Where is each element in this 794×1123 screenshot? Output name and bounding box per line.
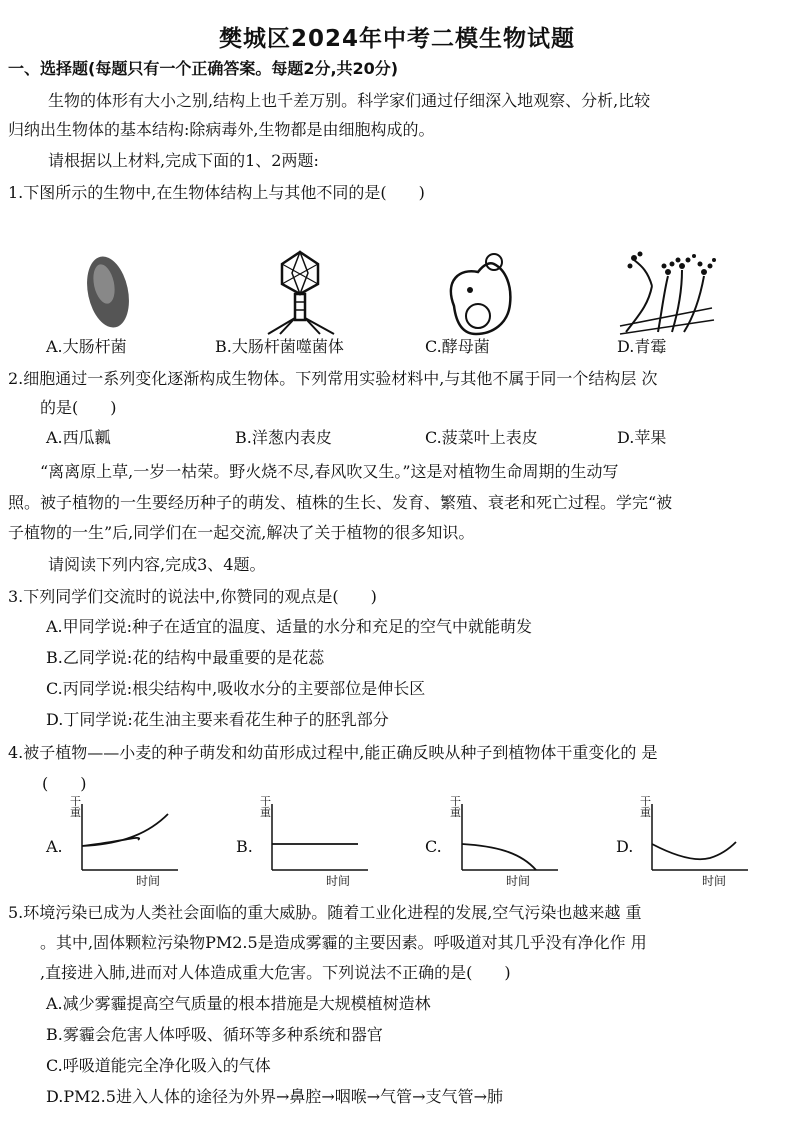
x-axis-label: 时间 [326, 874, 351, 888]
q2-option-d[interactable]: D.苹果 [617, 428, 667, 447]
q3-option-c[interactable]: C.丙同学说:根尖结构中,吸收水分的主要部位是伸长区 [46, 679, 426, 698]
graph-c [450, 795, 560, 890]
intro-text: 生物的体形有大小之别,结构上也千差万别。科学家们通过仔细深入地观察、分析,比较 [48, 91, 651, 110]
y-axis-label: 干重 [450, 795, 461, 819]
q4-option-c[interactable]: C. [425, 837, 442, 856]
yeast-image [440, 250, 520, 336]
q1-option-d[interactable]: D.青霉 [617, 337, 667, 356]
graph-d [640, 795, 750, 890]
question-5-stem: 5.环境污染已成为人类社会面临的重大威胁。随着工业化进程的发展,空气污染也越来越 重 [8, 903, 642, 922]
q5-option-b[interactable]: B.雾霾会危害人体呼吸、循环等多种系统和器官 [46, 1025, 383, 1044]
q5-option-d[interactable]: D.PM2.5进入人体的途径为外界→鼻腔→咽喉→气管→支气管→肺 [46, 1087, 503, 1106]
q3-option-a[interactable]: A.甲同学说:种子在适宜的温度、适量的水分和充足的空气中就能萌发 [46, 617, 533, 636]
section-heading: 一、选择题(每题只有一个正确答案。每题2分,共20分) [8, 59, 399, 78]
question-4-paren: ( ) [42, 774, 87, 793]
intro-text: 归纳出生物体的基本结构:除病毒外,生物都是由细胞构成的。 [8, 120, 435, 139]
y-axis-label: 干重 [70, 795, 81, 819]
curve-rising [82, 814, 168, 846]
x-axis-label: 时间 [136, 874, 161, 888]
intro-text: 照。被子植物的一生要经历种子的萌发、植株的生长、发育、繁殖、衰老和死亡过程。学完“被 [8, 493, 673, 512]
q3-option-b[interactable]: B.乙同学说:花的结构中最重要的是花蕊 [46, 648, 325, 667]
question-3-stem: 3.下列同学们交流时的说法中,你赞同的观点是( ) [8, 587, 377, 606]
q5-option-c[interactable]: C.呼吸道能完全净化吸入的气体 [46, 1056, 271, 1075]
q5-option-a[interactable]: A.减少雾霾提高空气质量的根本措施是大规模植树造林 [46, 994, 431, 1013]
intro-text: “离离原上草,一岁一枯荣。野火烧不尽,春风吹又生。”这是对植物生命周期的生动写 [40, 462, 619, 481]
page-title: 樊城区2024年中考二模生物试题 [218, 26, 575, 52]
curve-falling [462, 844, 536, 870]
penicillium-image [618, 246, 718, 338]
graph-a [70, 795, 180, 890]
question-1-stem: 1.下图所示的生物中,在生物体结构上与其他不同的是( ) [8, 183, 425, 202]
question-5-stem: ,直接进入肺,进而对人体造成重大危害。下列说法不正确的是( ) [40, 963, 511, 982]
x-axis-label: 时间 [702, 874, 727, 888]
x-axis-label: 时间 [506, 874, 531, 888]
q1-option-c[interactable]: C.酵母菌 [425, 337, 490, 356]
q4-option-a[interactable]: A. [46, 837, 63, 856]
intro-text: 子植物的一生”后,同学们在一起交流,解决了关于植物的很多知识。 [8, 523, 475, 542]
question-2-stem: 的是( ) [40, 398, 117, 417]
y-axis-label: 干重 [640, 795, 651, 819]
q4-option-d[interactable]: D. [616, 837, 634, 856]
y-axis-label: 干重 [260, 795, 271, 819]
q2-option-a[interactable]: A.西瓜瓤 [46, 428, 111, 447]
q1-option-b[interactable]: B.大肠杆菌噬菌体 [215, 337, 344, 356]
q2-option-b[interactable]: B.洋葱内表皮 [235, 428, 332, 447]
graph-b [260, 795, 370, 890]
question-4-stem: 4.被子植物——小麦的种子萌发和幼苗形成过程中,能正确反映从种子到植物体干重变化的 是 [8, 743, 658, 762]
instruction-text: 请阅读下列内容,完成3、4题。 [48, 555, 266, 574]
q3-option-d[interactable]: D.丁同学说:花生油主要来看花生种子的胚乳部分 [46, 710, 389, 729]
question-2-stem: 2.细胞通过一系列变化逐渐构成生物体。下列常用实验材料中,与其他不属于同一个结构层 次 [8, 369, 658, 388]
q4-option-b[interactable]: B. [236, 837, 253, 856]
curve-dip-rise [652, 842, 736, 859]
e-coli-image [80, 252, 140, 332]
question-5-stem: 。其中,固体颗粒污染物PM2.5是造成雾霾的主要因素。呼吸道对其几乎没有净化作 用 [40, 933, 647, 952]
instruction-text: 请根据以上材料,完成下面的1、2两题: [48, 151, 319, 170]
q1-option-a[interactable]: A.大肠杆菌 [46, 337, 127, 356]
bacteriophage-image [260, 248, 340, 336]
q2-option-c[interactable]: C.菠菜叶上表皮 [425, 428, 538, 447]
